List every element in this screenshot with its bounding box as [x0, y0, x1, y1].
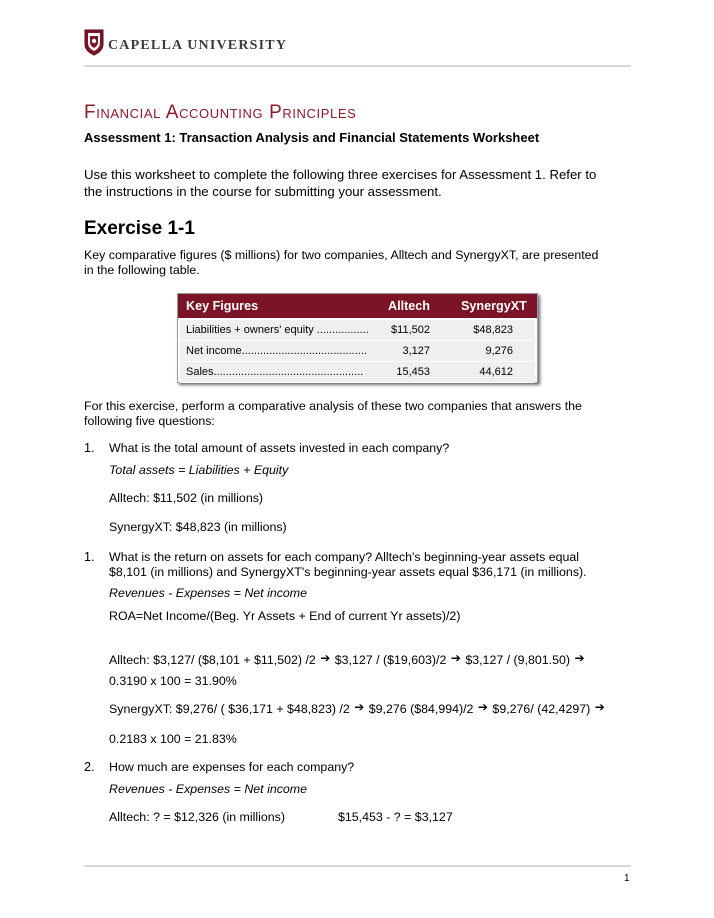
q3-number: 2. — [84, 760, 95, 774]
calc-step: SynergyXT: $9,276/ ( $36,171 + $48,823) /2 — [109, 702, 350, 716]
q2-alltech-result: 0.3190 x 100 = 31.90% — [109, 674, 237, 688]
assessment-subtitle: Assessment 1: Transaction Analysis and Financial Statements Worksheet — [84, 130, 540, 145]
q2-synergy-calc — [109, 700, 606, 717]
q1-question: What is the total amount of assets invested in each company? — [109, 441, 450, 455]
university-logo-text: CAPELLA UNIVERSITY — [108, 38, 288, 53]
analysis-intro-line-2: following five questions: — [84, 414, 215, 428]
right-arrow-icon: ➔ — [594, 700, 605, 714]
row-synergy-value: $48,823 — [473, 324, 513, 336]
right-arrow-icon: ➔ — [477, 700, 488, 714]
right-arrow-icon: ➔ — [354, 700, 365, 714]
calc-step: $3,127 / (9,801.50) — [465, 653, 571, 667]
exercise-intro-line-2: in the following table. — [84, 263, 200, 277]
q3-question: How much are expenses for each company? — [109, 760, 355, 774]
calc-step: $3,127 / ($19,603)/2 — [334, 653, 447, 667]
row-label: Net income......................................... — [186, 345, 367, 357]
course-title: Financial Accounting Principles — [84, 102, 357, 123]
table-header — [178, 294, 537, 318]
calc-step: Alltech: $3,127/ ($8,101 + $11,502) /2 — [109, 653, 316, 667]
row-synergy-value: 9,276 — [485, 345, 513, 357]
q3-alltech-calc: $15,453 - ? = $3,127 — [338, 810, 453, 824]
q1-synergy-answer: SynergyXT: $48,823 (in millions) — [109, 520, 287, 534]
header-divider — [84, 65, 631, 67]
calc-step: $9,276 ($84,994)/2 — [368, 702, 474, 716]
q1-number: 1. — [84, 441, 95, 455]
row-synergy-value: 44,612 — [479, 366, 513, 378]
right-arrow-icon: ➔ — [320, 651, 331, 665]
row-alltech-value: 3,127 — [402, 345, 430, 357]
q1-alltech-answer: Alltech: $11,502 (in millions) — [109, 491, 264, 505]
key-figures-table — [177, 293, 538, 383]
row-alltech-value: 15,453 — [396, 366, 430, 378]
capella-seal-icon — [84, 28, 104, 56]
table-row — [180, 362, 535, 383]
q2-question-line-2: $8,101 (in millions) and SynergyXT's beginning-year assets equal $36,171 (in millions). — [109, 565, 587, 579]
table-row — [180, 320, 535, 341]
row-alltech-value: $11,502 — [391, 324, 430, 336]
q3-alltech-answer: Alltech: ? = $12,326 (in millions) — [109, 810, 285, 824]
q2-alltech-calc — [109, 651, 586, 668]
header-synergyxt: SynergyXT — [461, 299, 527, 313]
right-arrow-icon: ➔ — [574, 651, 585, 665]
q2-number: 1. — [84, 550, 95, 564]
table-row — [180, 341, 535, 362]
right-arrow-icon: ➔ — [450, 651, 461, 665]
exercise-intro-line-1: Key comparative figures ($ millions) for two companies, Alltech and SynergyXT, are presented — [84, 248, 599, 262]
q2-synergy-result: 0.2183 x 100 = 21.83% — [109, 732, 237, 746]
page-header — [84, 28, 631, 66]
page-number: 1 — [624, 873, 630, 884]
calc-step: $9,276/ (42,4297) — [492, 702, 591, 716]
row-label: Sales................................................. — [186, 366, 364, 378]
header-alltech: Alltech — [388, 299, 430, 313]
footer-divider — [84, 865, 631, 867]
header-key-figures: Key Figures — [186, 299, 259, 313]
intro-line-2: the instructions in the course for submitting your assessment. — [84, 184, 442, 199]
intro-line-1: Use this worksheet to complete the following three exercises for Assessment 1. Refer to — [84, 167, 597, 182]
q3-formula: Revenues - Expenses = Net income — [109, 782, 308, 796]
analysis-intro-line-1: For this exercise, perform a comparative analysis of these two companies that answers the — [84, 399, 582, 413]
q1-formula: Total assets = Liabilities + Equity — [109, 463, 289, 477]
exercise-heading: Exercise 1-1 — [84, 218, 195, 239]
q2-roa-formula: ROA=Net Income/(Beg. Yr Assets + End of current Yr assets)/2) — [109, 609, 461, 623]
q2-formula: Revenues - Expenses = Net income — [109, 586, 308, 600]
q2-question-line-1: What is the return on assets for each company? Alltech's beginning-year assets equal — [109, 550, 580, 564]
row-label: Liabilities + owners' equity ................. — [186, 324, 369, 336]
